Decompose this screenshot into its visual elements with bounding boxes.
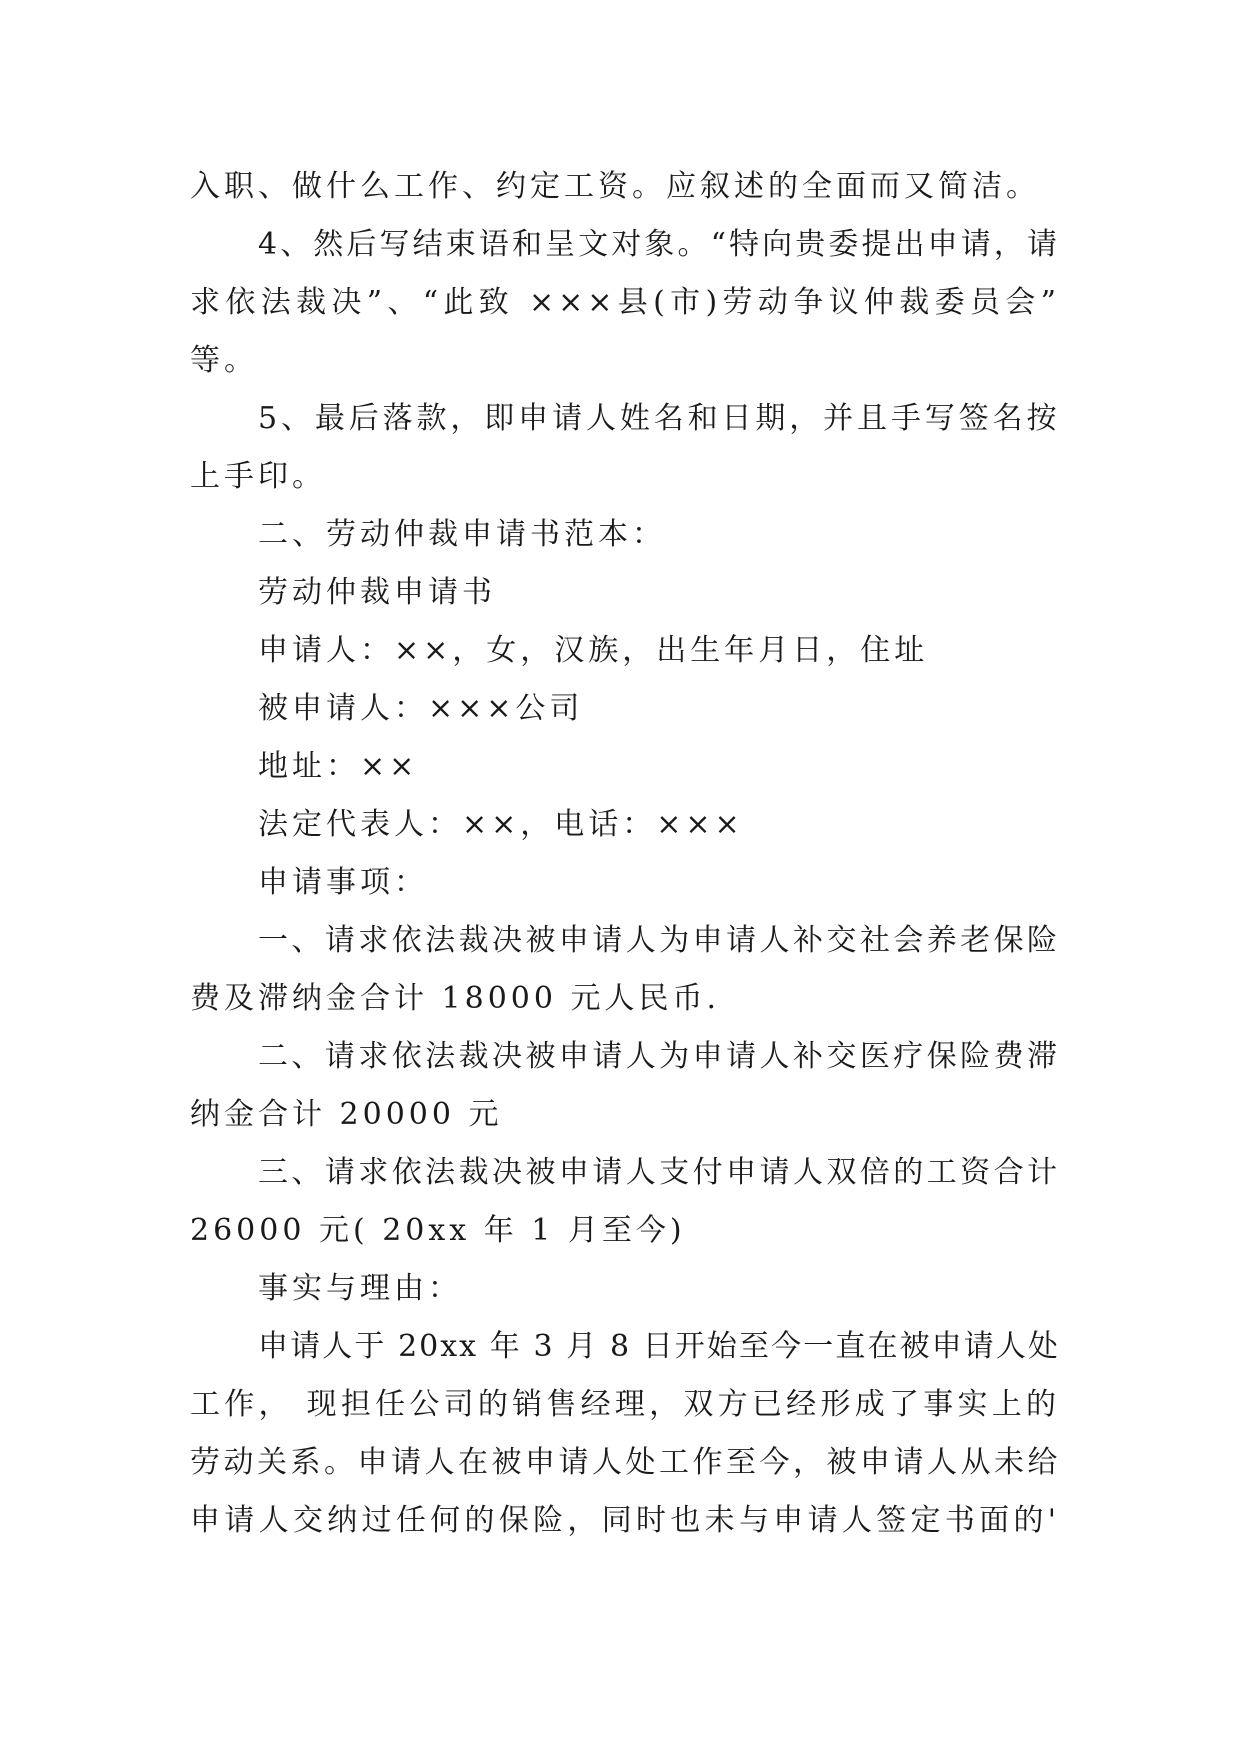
paragraph-line: 入职、做什么工作、约定工资。应叙述的全面而又简洁。 (190, 169, 1040, 204)
legal-representative-line: 法定代表人：××，电话：××× (258, 807, 744, 842)
paragraph-line: 申请人交纳过任何的保险，同时也未与申请人签定书面的' (190, 1503, 1060, 1538)
paragraph-line: 5、最后落款，即申请人姓名和日期，并且手写签名按 (258, 401, 1060, 436)
claims-heading: 申请事项： (258, 865, 428, 900)
paragraph-line: 劳动关系。申请人在被申请人处工作至今，被申请人从未给 (190, 1445, 1061, 1480)
claim-item-continued: 费及滞纳金合计 18000 元人民币. (190, 981, 721, 1016)
facts-heading: 事实与理由： (258, 1271, 462, 1306)
respondent-line: 被申请人：×××公司 (258, 691, 584, 726)
section-heading: 二、劳动仲裁申请书范本： (258, 517, 666, 552)
claim-item: 三、请求依法裁决被申请人支付申请人双倍的工资合计 (258, 1155, 1060, 1190)
applicant-line: 申请人：××，女，汉族，出生年月日，住址 (258, 633, 929, 668)
document-title: 劳动仲裁申请书 (258, 575, 496, 610)
claim-item-continued: 26000 元( 20xx 年 1 月至今) (190, 1213, 686, 1248)
claim-item: 一、请求依法裁决被申请人为申请人补交社会养老保险 (258, 923, 1060, 958)
paragraph-line: 求依法裁决”、“此致 ×××县(市)劳动争议仲裁委员会” (190, 285, 1060, 320)
paragraph-line: 等。 (190, 343, 258, 378)
paragraph-line: 工作， 现担任公司的销售经理，双方已经形成了事实上的 (190, 1387, 1060, 1422)
address-line: 地址：×× (258, 749, 419, 784)
claim-item-continued: 纳金合计 20000 元 (190, 1097, 503, 1132)
document-body (190, 158, 1060, 1550)
paragraph-line: 上手印。 (190, 459, 326, 494)
paragraph-line: 申请人于 20xx 年 3 月 8 日开始至今一直在被申请人处 (258, 1329, 1060, 1364)
claim-item: 二、请求依法裁决被申请人为申请人补交医疗保险费滞 (258, 1039, 1060, 1074)
paragraph-line: 4、然后写结束语和呈文对象。“特向贵委提出申请，请 (258, 227, 1060, 262)
